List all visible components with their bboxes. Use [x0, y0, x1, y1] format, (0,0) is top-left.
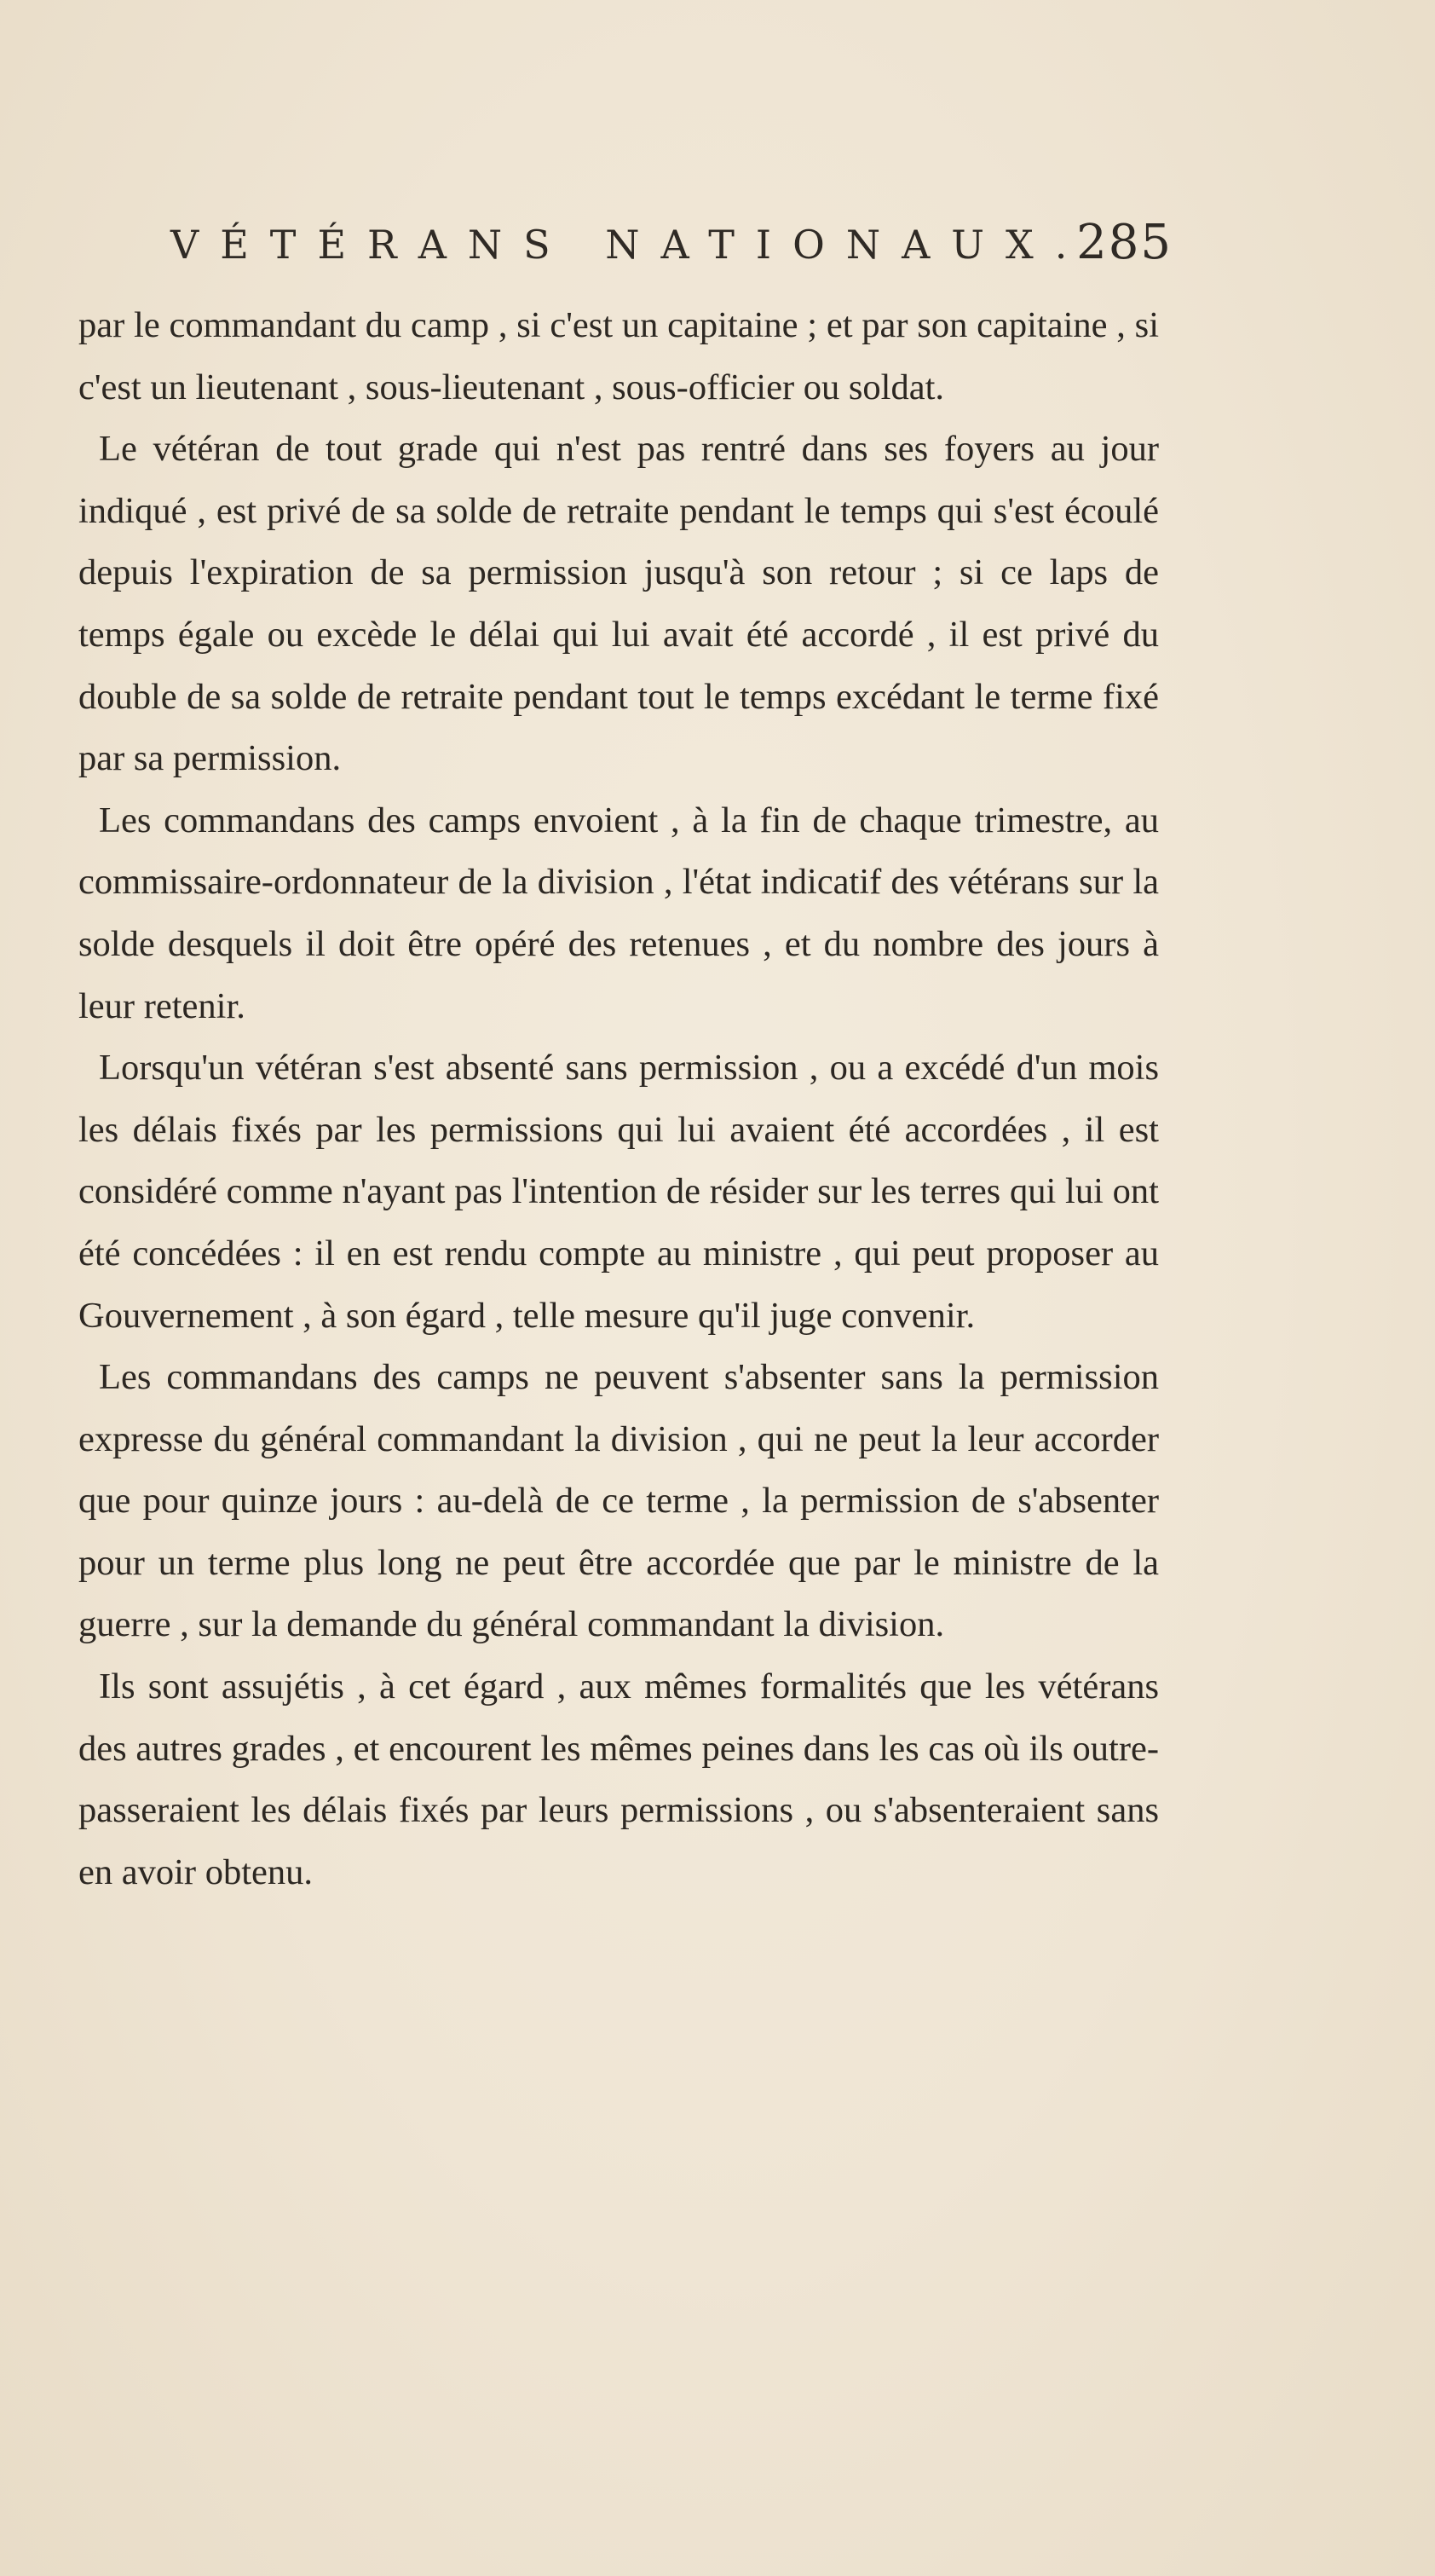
paragraph-continuation: par le commandant du camp , si c'est un capitaine ; et par son capitaine , si c'est un lieutenant , sous-lieutenant , sous-officier ou soldat.	[78, 305, 1159, 407]
paragraph: Les commandans des camps envoient , à la fin de chaque trimestre, au commissaire-ordonnateur de la division , l'état indicatif des vétérans sur la solde desquels il doit être opéré des retenues , et du nombre des jours à leur retenir.	[78, 800, 1159, 1026]
body-text	[78, 295, 1159, 1903]
paragraph: Lorsqu'un vétéran s'est absenté sans permission , ou a excédé d'un mois les délais fixés par les permissions qui lui avaient été accordées , il est considéré comme n'ayant pas l'intention de résider sur les terres qui lui ont été concédées : il en est rendu compte au ministre , qui peut proposer au Gouvernement , à son égard , telle mesure qu'il juge convenir.	[78, 1048, 1159, 1336]
running-title: VÉTÉRANS NATIONAUX.	[170, 222, 1089, 268]
paragraph: Les commandans des camps ne peuvent s'absenter sans la permission expresse du général commandant la division , qui ne peut la leur accorder que pour quinze jours : au-delà de ce terme , la permission de s'absenter pour un terme plus long ne peut être accordée que par le ministre de la guerre , sur la demande du général commandant la division.	[78, 1357, 1159, 1645]
page-number: 285	[1076, 215, 1173, 270]
paragraph: Ils sont assujétis , à cet égard , aux mêmes formalités que les vétérans des autres grades , et encourent les mêmes peines dans les cas où ils outre-passeraient les délais fixés par leurs permissions , ou s'absenteraient sans en avoir obtenu.	[78, 1666, 1159, 1892]
page-header	[170, 215, 1173, 283]
paragraph: Le vétéran de tout grade qui n'est pas rentré dans ses foyers au jour indiqué , est privé de sa solde de retraite pendant le temps qui s'est écoulé depuis l'expiration de sa permission jusqu'à son retour ; si ce laps de temps égale ou excède le délai qui lui avait été accordé , il est privé du double de sa solde de retraite pendant tout le temps excédant le terme fixé par sa permission.	[78, 429, 1159, 779]
